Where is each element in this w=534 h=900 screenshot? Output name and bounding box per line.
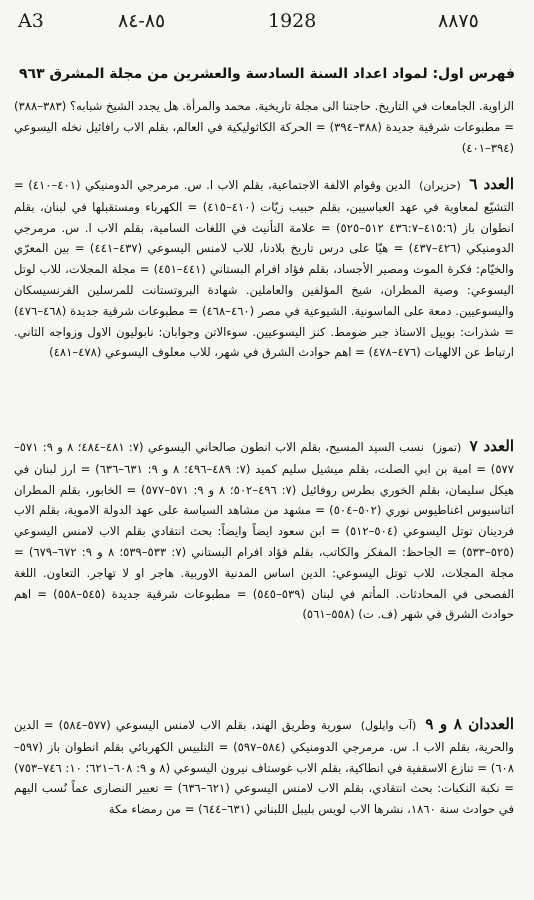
- continuation-paragraph: الزاوية. الجامعات في التاريخ. حاجتنا الى مجلة تاريخية. محمد والمرأة. هل يجدد الشيخ شبابه؟ (٣٨٣–٣٨٨) = مطبوعات شرقية جديدة (٣٨٨–٣٩٤) = الحركة الكاثوليكية في العالم، بقلم الاب رافائيل نخله اليسوعي (٣٩٤–٤٠١): [14, 99, 515, 155]
- issue-7-month: (تموز): [432, 441, 462, 454]
- annotation-year: 1928: [268, 10, 317, 32]
- issue-6-contents: الدين وقوام الالفة الاجتماعية، بقلم الاب ا. س. مرمرجي الدومنيكي (٤٠١–٤١٠) = التشيّع لمعاوية في عهد العباسيين، بقلم حبيب زيّات (٤١٠–٤١٥) = الكهرباء ومستقبلها في لبنان، بقلم انطوان باز (٤١٥:٦–٤٣٦:٧ ٥١٢–٥٢٥) = علامة التأنيث في اللغات السامية، بقلم الاب ا. س. مرمرجي الدومنيكي (٤٢٦–٤٣٧) = هيّا على درس تاريخ بلادنا، للاب لامنس اليسوعي (٤٣٧–٤٤١) = بين المعرّي والخيّام: فكرة الموت ومصير الأجساد، بقلم فؤاد افرام البستاني (٤٤١–٤٥١) = مجلة المجلات، للاب لوتل اليسوعي: وصية المطران، شيخ المؤلفين والعاملين. شهادة البروتستانت للمرسلين الفرنسيسكان واليسوعيين. دمعة على الماسونية. الشيوعية في مصر (٤٦٠–٤٦٨) = مطبوعات شرقية جديدة (٤٦٨–٤٧٦) = شذرات: بوبيل الاستاذ جبر ضومط. كنز اليسوعيين. سوءالاتن وجوابان: نابوليون الاول وزواجه الثاني. ارتباط عن الالهيات (٤٧٦–٤٧٨) = اهم حوادث الشرق في شهر، للاب معلوف اليسوعي (٤٧٨–٤٨١): [14, 178, 515, 360]
- issue-6-entry: [14, 174, 514, 363]
- handwritten-annotations: [0, 4, 534, 34]
- issue-6-number: العدد ٦: [469, 175, 515, 193]
- issue-8-9-entry: [14, 714, 514, 820]
- issue-8-9-number: العددان ٨ و ٩: [425, 715, 514, 733]
- page-header: فهرس اول: لمواد اعداد السنة السادسة والعشرين من مجلة المشرق ٩٦٣: [18, 66, 516, 82]
- issue-8-9-month: (آب وايلول): [360, 719, 417, 732]
- issue-6-month: (حزيران): [419, 179, 461, 192]
- annotation-code: ٨٥-٨٤: [118, 10, 166, 32]
- issue-7-entry: [14, 436, 514, 625]
- annotation-a3: A3: [18, 10, 44, 32]
- issue-7-number: العدد ٧: [469, 437, 515, 455]
- annotation-number: ٨٨٧٥: [438, 10, 479, 32]
- issue-8-9-contents: سورية وطريق الهند، بقلم الاب لامنس اليسوعي (٥٧٧–٥٨٤) = الدين والحرية، بقلم الاب ا. س. مرمرجي الدومنيكي (٥٨٤–٥٩٧) = التلبيس الكهربائي بقلم انطوان باز (٥٩٧–٦٠٨) = تنازع الاسقفية في انطاكية، بقلم الاب غوستاف نيرون اليسوعي (٨ و ٩: ٦٠٨–٦٢١؛ ١٠: ٧٤٦–٧٥٣) = نكبة النكبات: بحث انتقادي، بقلم الاب لامنس اليسوعي (٦٢١–٦٣٦) = تعبير النصارى عماً نُسب اليهم في حوادث سنة ١٨٦٠، نشرها الاب لويس بليبل اللبناني (٦٣١–٦٤٤) = من رمضاء مكة: [14, 718, 515, 817]
- issue-7-contents: نسب السيد المسيح، بقلم الاب انطون صالحاني اليسوعي (٧: ٤٨١–٤٨٤؛ ٨ و ٩: ٥٧١–٥٧٧) = امية بن ابي الصلت، بقلم ميشيل سليم كميد (٧: ٤٨٩–٤٩٦؛ ٨ و ٩: ٦٣١–٦٣٦) = ارز لبنان في هيكل سليمان، بقلم الخوري بطرس روفائيل (٧: ٤٩٦–٥٠٢؛ ٨ و ٩: ٥٧١–٥٧٧) = الخابور، بقلم المطران اثناسيوس اغناطيوس نوري (٥٠٢–٥٠٤) = مشهد من مشاهد السياسة على عهد الدولة الاموية، بقلم الاب فردينان توتل اليسوعي (٥٠٤–٥١٢) = ابن سعود ايضاً وايضاً: بحث انتقادي بقلم الاب لامنس اليسوعي (٥٢٥–٥٣٣) = الجاحظ: المفكر والكاتب، بقلم فؤاد افرام البستاني (٧: ٥٣٣–٥٣٩؛ ٨ و ٩: ٦٧٢–٦٧٩) = مجلة المجلات، للاب توتل اليسوعي: الدين اساس المدنية الاوربية. هاجر او لا تهاجر. التعاون. اللغة الفصحى في المحادثات. المأتم في لبنان (٥٣٩–٥٤٥) = مطبوعات شرقية جديدة (٥٤٥–٥٥٨) = اهم حوادث الشرق في شهر (ف. ت) (٥٥٨–٥٦١): [14, 440, 515, 622]
